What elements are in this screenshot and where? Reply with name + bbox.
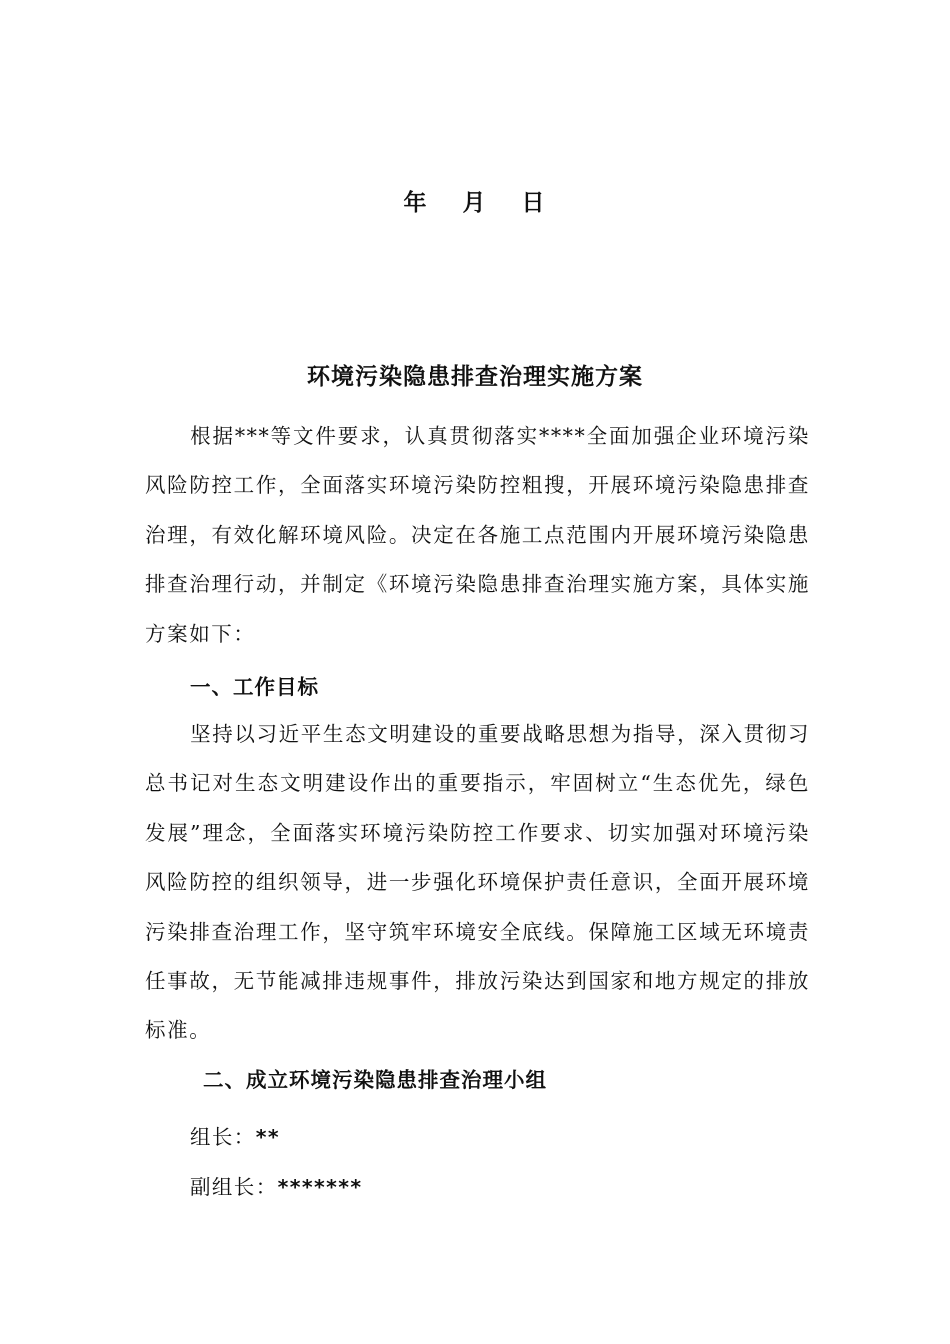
year-unit: 年 — [403, 190, 429, 216]
deputy-leader-label: 副组长： — [190, 1175, 278, 1199]
leader-value: ** — [255, 1125, 280, 1149]
deputy-leader-value: ******* — [277, 1175, 363, 1199]
deputy-leader-line — [190, 1170, 362, 1200]
date-line — [0, 184, 950, 217]
month-unit: 月 — [462, 190, 488, 216]
section-1-paragraph: 坚持以习近平生态文明建设的重要战略思想为指导，深入贯彻习总书记对生态文明建设作出的重要指示，牢固树立“生态优先，绿色发展”理念，全面落实环境污染防控工作要求、切实加强对环境污染风险防控的组织领导，进一步强化环境保护责任意识，全面开展环境污染排查治理工作，坚守筑牢环境安全底线。保障施工区域无环境责任事故，无节能减排违规事件，排放污染达到国家和地方规定的排放标准。 — [145, 722, 810, 1043]
section-1-heading: 一、工作目标 — [190, 675, 319, 699]
leader-line — [190, 1120, 280, 1150]
intro-paragraph: 根据***等文件要求，认真贯彻落实****全面加强企业环境污染风险防控工作，全面落实环境污染防控粗搜，开展环境污染隐患排查治理，有效化解环境风险。决定在各施工点范围内开展环境污染隐患排查治理行动，并制定《环境污染隐患排查治理实施方案，具体实施方案如下： — [145, 424, 810, 646]
document-title: 环境污染隐患排查治理实施方案 — [307, 364, 643, 390]
section-2-heading: 二、成立环境污染隐患排查治理小组 — [203, 1068, 547, 1092]
leader-label: 组长： — [190, 1125, 256, 1149]
day-unit: 日 — [521, 190, 547, 216]
